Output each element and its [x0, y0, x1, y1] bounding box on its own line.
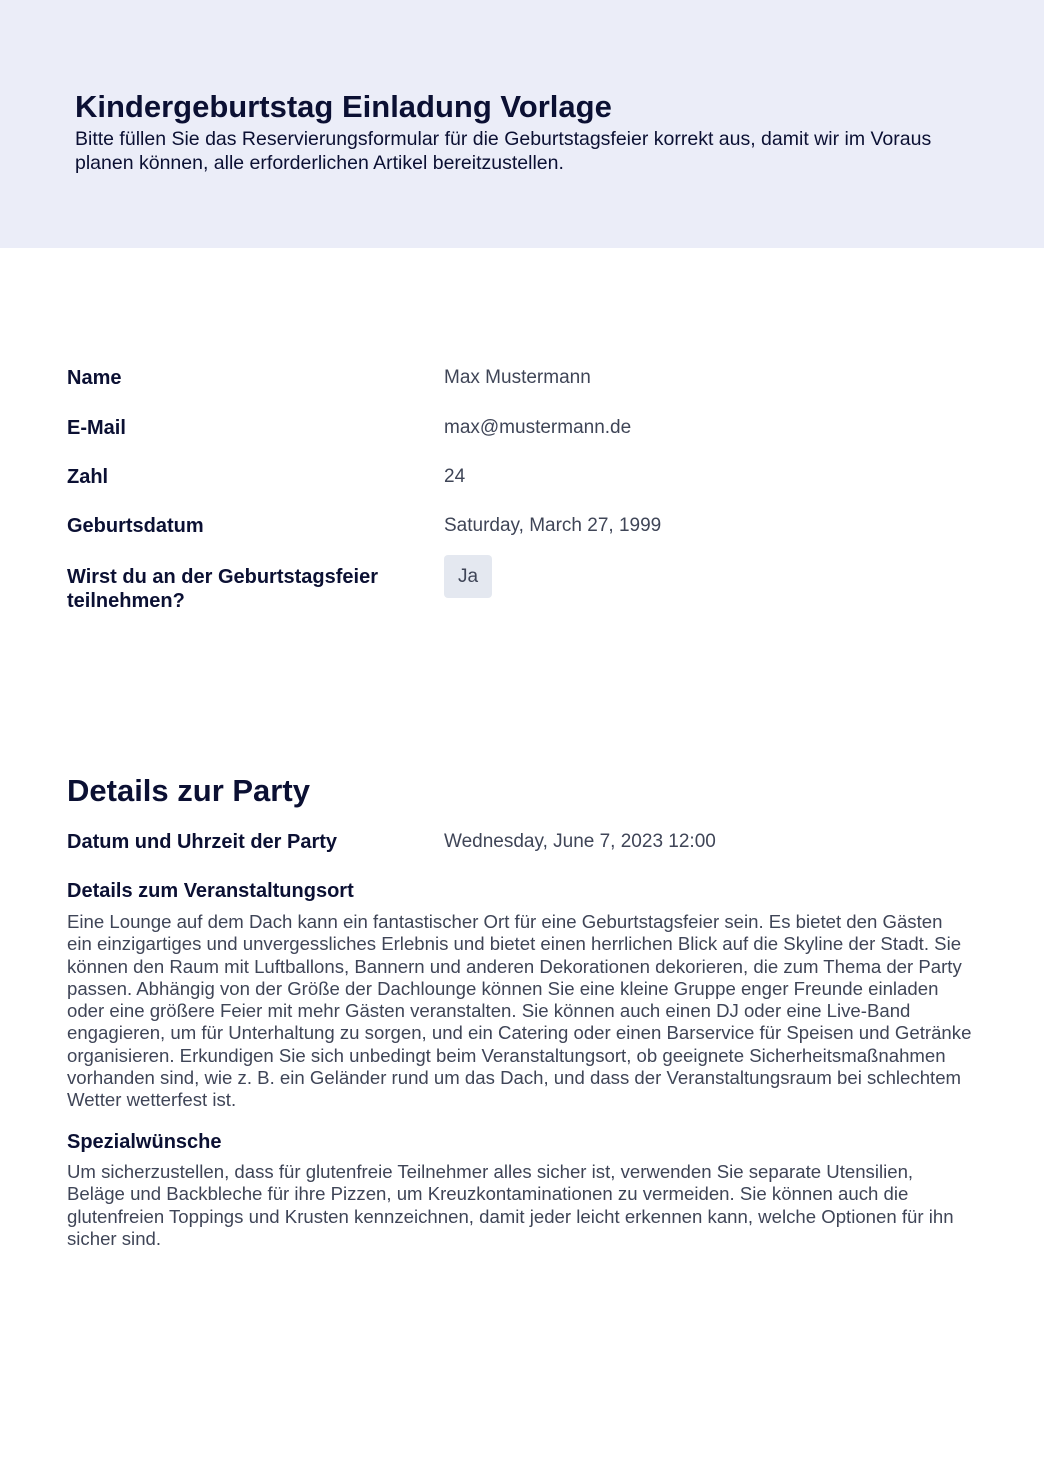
field-email-value: max@mustermann.de	[444, 417, 632, 438]
special-requests-text: Um sicherzustellen, dass für glutenfreie Teilnehmer alles sicher ist, verwenden Sie separate Utensilien, Beläge und Backbleche für ihre Pizzen, um Kreuzkontaminationen zu vermeiden. Sie können auch die glutenfreien Toppings und Krusten kennzeichnen, damit jeder leicht erkennen kann, welche Optionen für ihn sicher sind.	[67, 1161, 954, 1249]
field-name-value: Max Mustermann	[444, 367, 591, 388]
field-number-value: 24	[444, 466, 466, 487]
field-party-datetime-value: Wednesday, June 7, 2023 12:00	[444, 831, 716, 852]
field-party-datetime-label: Datum und Uhrzeit der Party	[67, 831, 338, 853]
special-requests-heading: Spezialwünsche	[67, 1131, 222, 1153]
field-attendance-label: Wirst du an der Geburtstagsfeier teilnehmen?	[67, 566, 378, 612]
field-email-label: E-Mail	[67, 417, 126, 439]
attendance-answer-badge: Ja	[444, 555, 492, 598]
header-banner	[0, 0, 1044, 248]
page-title: Kindergeburtstag Einladung Vorlage	[75, 89, 612, 124]
field-number-label: Zahl	[67, 466, 109, 488]
page-description: Bitte füllen Sie das Reservierungsformular für die Geburtstagsfeier korrekt aus, damit wir im Voraus planen können, alle erforderlichen Artikel bereitzustellen.	[75, 128, 932, 174]
field-birthdate-value: Saturday, March 27, 1999	[444, 515, 662, 536]
field-birthdate-label: Geburtsdatum	[67, 515, 204, 537]
field-name-label: Name	[67, 367, 122, 389]
party-section-title: Details zur Party	[67, 773, 310, 808]
venue-heading: Details zum Veranstaltungsort	[67, 880, 354, 902]
venue-text: Eine Lounge auf dem Dach kann ein fantastischer Ort für eine Geburtstagsfeier sein. Es bietet den Gästen ein einzigartiges und unvergessliches Erlebnis und bietet einen herrlichen Blick auf die Skyline der Stadt. Sie können den Raum mit Luftballons, Bannern und anderen Dekorationen dekorieren, die zum Thema der Party passen. Abhängig von der Größe der Dachlounge können Sie eine kleine Gruppe enger Freunde einladen oder eine größere Feier mit mehr Gästen veranstalten. Sie können auch einen DJ oder eine Live-Band engagieren, um für Unterhaltung zu sorgen, und ein Catering oder einen Barservice für Speisen und Getränke organisieren. Erkundigen Sie sich unbedingt beim Veranstaltungsort, ob geeignete Sicherheitsmaßnahmen vorhanden sind, wie z. B. ein Geländer rund um das Dach, und dass der Veranstaltungsraum bei schlechtem Wetter wetterfest ist.	[67, 911, 972, 1111]
